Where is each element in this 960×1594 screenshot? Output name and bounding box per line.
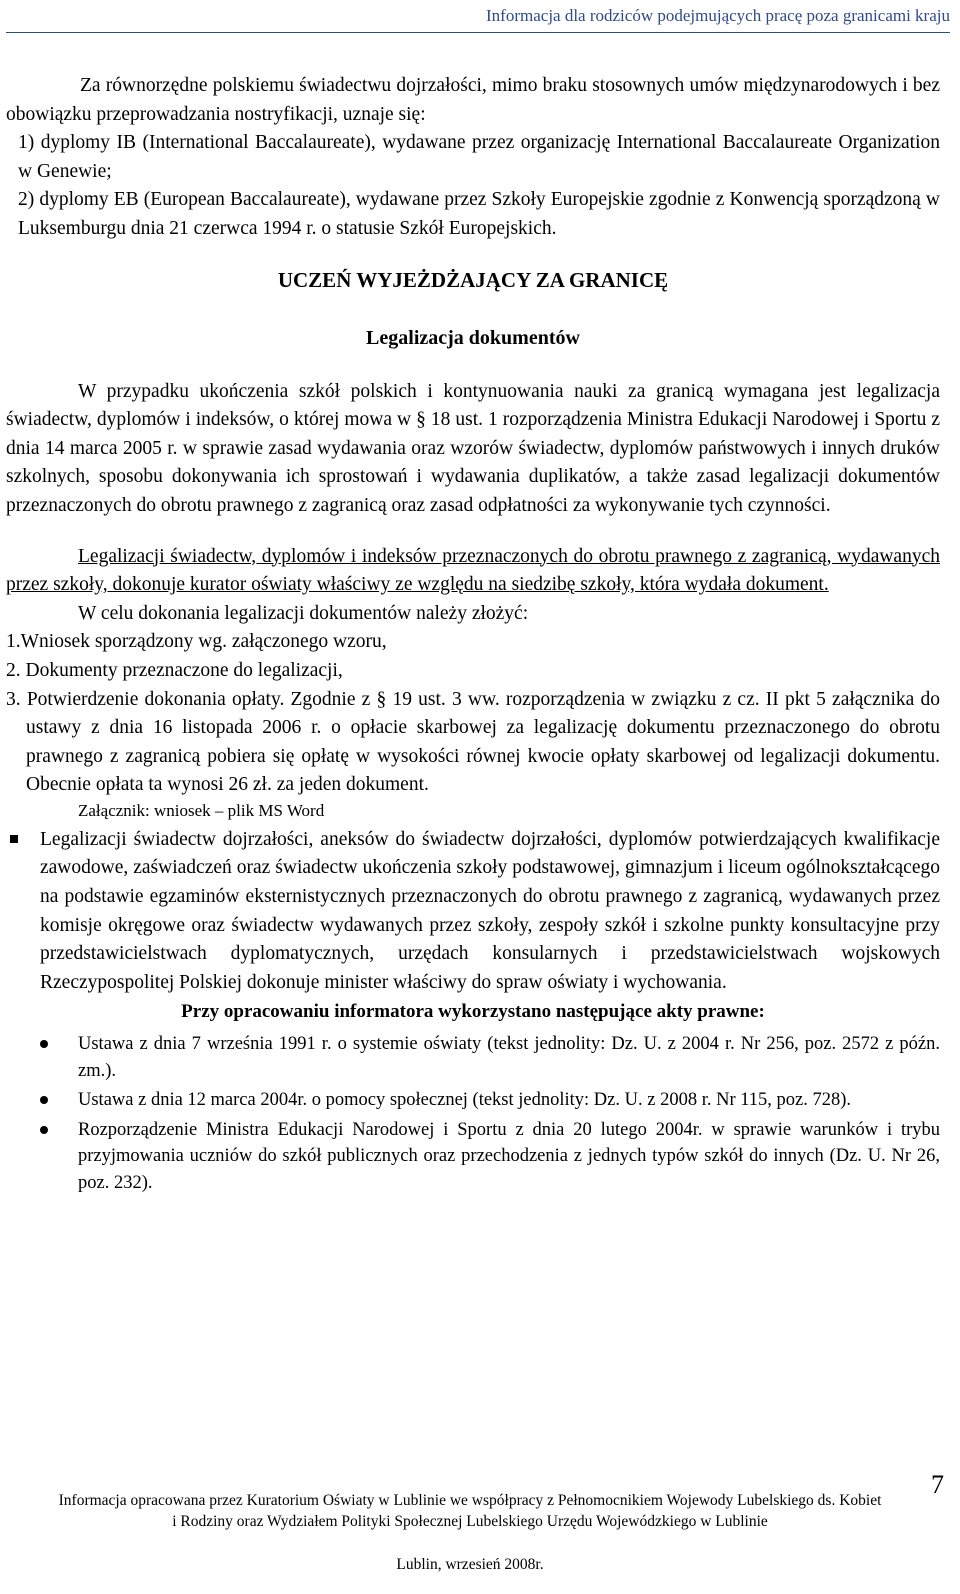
legal-act-item	[6, 1117, 940, 1197]
intro-item-2: 2) dyplomy EB (European Baccalaureate), wydawane przez Szkoły Europejskie zgodnie z Konwencją sporządzoną w Luksemburgu dnia 21 czerwca 1994 r. o statusie Szkół Europejskich.	[18, 189, 940, 239]
attachment-note: Załącznik: wniosek – plik MS Word	[78, 800, 325, 820]
legal-acts-title: Przy opracowaniu informatora wykorzystano następujące akty prawne:	[181, 1001, 765, 1023]
required-documents-list	[6, 628, 940, 800]
legal-acts-list	[6, 1031, 940, 1196]
legal-act-text: Ustawa z dnia 12 marca 2004r. o pomocy społecznej (tekst jednolity: Dz. U. z 2008 r. Nr 115, poz. 728).	[78, 1090, 852, 1111]
footer-line-1: Informacja opracowana przez Kuratorium Oświaty w Lublinie we współpracy z Pełnomocnikiem Wojewody Lubelskiego ds. Kobiet	[58, 1492, 882, 1509]
minister-paragraph	[6, 826, 940, 998]
intro-lead: Za równorzędne polskiemu świadectwu dojrzałości, mimo braku stosownych umów międzynarodowych i bez obowiązku przeprowadzania nostryfikacji, uznaje się:	[6, 75, 940, 125]
required-documents-intro: W celu dokonania legalizacji dokumentów należy złożyć:	[78, 602, 529, 624]
main-content	[6, 72, 940, 1199]
page-number: 7	[931, 1470, 944, 1499]
bullet-icon	[40, 1096, 48, 1104]
required-item: 3. Potwierdzenie dokonania opłaty. Zgodnie z § 19 ust. 3 ww. rozporządzenia w związku z cz. II pkt 5 załącznika do ustawy z dnia 16 listopada 2006 r. o opłacie skarbowej za legalizację dokumentu przeznaczonego do obrotu prawnego z zagranicą pobiera się opłatę w wysokości równej kwocie opłaty skarbowej od legalizacji dokumentu. Obecnie opłata ta wynosi 26 zł. za jeden dokument.	[6, 688, 940, 796]
legalization-paragraph: W przypadku ukończenia szkół polskich i kontynuowania nauki za granicą wymagana jest legalizacja świadectw, dyplomów i indeksów, o której mowa w § 18 ust. 1 rozporządzenia Ministra Edukacji Narodowej i Sportu z dnia 14 marca 2005 r. w sprawie zasad wydawania oraz wzorów świadectw, dyplomów państwowych i innych druków szkolnych, sposobu dokonywania ich sprostowań i wydawania duplikatów, a także zasad legalizacji dokumentów przeznaczonych do obrotu prawnego z zagranicą oraz zasad odpłatności za wykonywanie tych czynności.	[6, 380, 940, 516]
section-heading: UCZEŃ WYJEŻDŻAJĄCY ZA GRANICĘ	[277, 267, 669, 292]
footer	[40, 1490, 900, 1575]
bullet-icon	[40, 1126, 48, 1134]
legal-act-text: Ustawa z dnia 7 września 1991 r. o systemie oświaty (tekst jednolity: Dz. U. z 2004 r. Nr 256, poz. 2572 z późn. zm.).	[78, 1034, 940, 1081]
running-header: Informacja dla rodziców podejmujących pracę poza granicami kraju	[486, 6, 950, 25]
required-item: 2. Dokumenty przeznaczone do legalizacji,	[6, 659, 343, 681]
legal-act-item	[6, 1087, 940, 1114]
bullet-icon	[40, 1040, 48, 1048]
square-bullet-icon	[10, 835, 18, 843]
footer-line-2: i Rodziny oraz Wydziałem Polityki Społecznej Lubelskiego Urzędu Wojewódzkiego w Lublinie	[172, 1513, 768, 1530]
required-item: 1.Wniosek sporządzony wg. załączonego wzoru,	[6, 631, 387, 653]
intro-item-1: 1) dyplomy IB (International Baccalaureate), wydawane przez organizację International Baccalaureate Organization w Genewie;	[18, 132, 940, 182]
footer-date: Lublin, wrzesień 2008r.	[396, 1556, 544, 1573]
minister-paragraph-text: Legalizacji świadectw dojrzałości, aneksów do świadectw dojrzałości, dyplomów potwierdzających kwalifikacje zawodowe, zaświadczeń oraz świadectw ukończenia szkoły podstawowej, gimnazjum i liceum ogólnokształcącego na podstawie egzaminów eksternistycznych przeznaczonych do obrotu prawnego z zagranicą, wydawanych przez komisje okręgowe oraz świadectw wydawanych przez szkoły, zespoły szkół i szkolne punkty konsultacyjne przy przedstawicielstwach dyplomatycznych, urzędach konsularnych i przedstawicielstwach wojskowych Rzeczypospolitej Polskiej dokonuje minister właściwy do spraw oświaty i wychowania.	[40, 828, 940, 993]
legal-act-text: Rozporządzenie Ministra Edukacji Narodowej i Sportu z dnia 20 lutego 2004r. w sprawie warunków i trybu przyjmowania uczniów do szkół publicznych oraz przechodzenia z jednych typów szkół do innych (Dz. U. Nr 26, poz. 232).	[78, 1119, 940, 1193]
subsection-heading: Legalizacja dokumentów	[366, 326, 580, 349]
legal-act-item	[6, 1031, 940, 1084]
kurator-paragraph: Legalizacji świadectw, dyplomów i indeksów przeznaczonych do obrotu prawnego z zagranicą, wydawanych przez szkoły, dokonuje kurator oświaty właściwy ze względu na siedzibę szkoły, która wydała dokument.	[6, 545, 940, 596]
header-rule	[6, 32, 950, 33]
